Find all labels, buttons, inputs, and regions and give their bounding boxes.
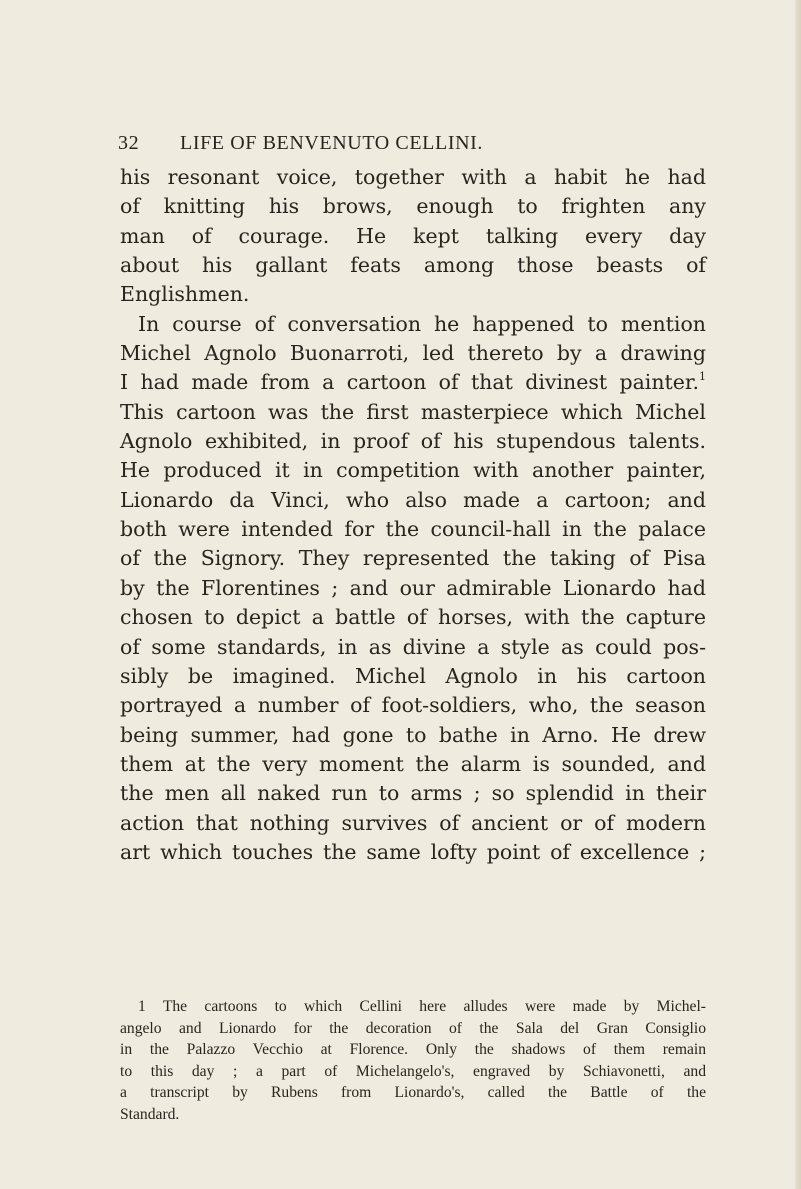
footnote-line: to this day ; a part of Michelangelo's, engraved by Schiavonetti, and — [120, 1062, 706, 1080]
body-line: In course of conversation he happened to mention — [138, 311, 706, 336]
footnote-line: 1 The cartoons to which Cellini here alludes were made by Michel- — [138, 998, 706, 1015]
body-line — [120, 368, 706, 397]
body-line: of the Signory. They represented the taking of Pisa — [120, 546, 706, 571]
body-line: both were intended for the council-hall in the palace — [120, 517, 706, 542]
body-line: He produced it in competition with another painter, — [120, 458, 706, 483]
body-text — [120, 163, 706, 867]
footnote-line: in the Palazzo Vecchio at Florence. Only the shadows of them remain — [120, 1041, 706, 1058]
page-number: 32 — [118, 132, 140, 154]
body-line: action that nothing survives of ancient or of modern — [120, 810, 706, 835]
body-line: chosen to depict a battle of horses, with the capture — [120, 605, 706, 630]
footnote-line: a transcript by Rubens from Lionardo's, called the Battle of the — [120, 1084, 706, 1101]
body-line-text: I had made from a cartoon of that divinest painter. — [120, 370, 699, 395]
footnote-line: Standard. — [120, 1105, 180, 1123]
body-line: portrayed a number of foot-soldiers, who, the season — [120, 693, 706, 718]
page-edge — [795, 0, 801, 1189]
body-line: Englishmen. — [120, 282, 250, 307]
body-line: This cartoon was the first masterpiece which Michel — [120, 399, 706, 424]
body-line: art which touches the same lofty point of excellence ; — [120, 839, 706, 864]
body-line: them at the very moment the alarm is sounded, and — [120, 751, 706, 776]
body-line: his resonant voice, together with a habit he had — [120, 165, 706, 189]
footnote — [120, 996, 706, 1125]
body-line: being summer, had gone to bathe in Arno. He drew — [120, 722, 706, 747]
running-head — [118, 130, 718, 156]
body-line: by the Florentines ; and our admirable Lionardo had — [120, 575, 706, 600]
footnote-line: angelo and Lionardo for the decoration of the Sala del Gran Consiglio — [120, 1019, 706, 1037]
body-line: Agnolo exhibited, in proof of his stupendous talents. — [120, 429, 706, 454]
body-line: about his gallant feats among those beasts of — [120, 253, 706, 278]
body-line: the men all naked run to arms ; so splendid in their — [120, 781, 706, 806]
running-title: LIFE OF BENVENUTO CELLINI. — [180, 132, 483, 154]
body-line: of knitting his brows, enough to frighten any — [120, 194, 706, 219]
body-line: of some standards, in as divine a style as could pos- — [120, 634, 706, 659]
body-line: man of courage. He kept talking every day — [120, 223, 706, 248]
body-line: sibly be imagined. Michel Agnolo in his cartoon — [120, 663, 706, 688]
body-line: Michel Agnolo Buonarroti, led thereto by a drawing — [120, 341, 706, 366]
footnote-reference: 1 — [699, 370, 706, 384]
body-line: Lionardo da Vinci, who also made a cartoon; and — [120, 487, 706, 512]
